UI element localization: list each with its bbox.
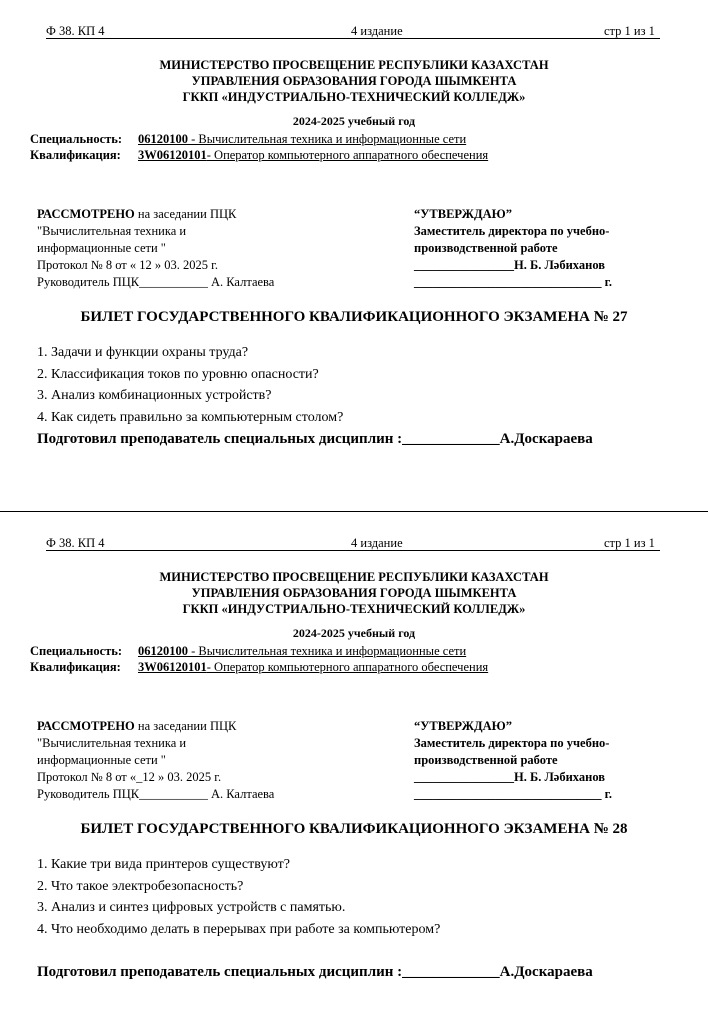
question-item: 3. Анализ и синтез цифровых устройств с памятью. xyxy=(37,900,346,915)
form-code: Ф 38. КП 4 xyxy=(46,24,105,38)
ministry-line: МИНИСТЕРСТВО ПРОСВЕЩЕНИЕ РЕСПУБЛИКИ КАЗАХСТАН xyxy=(159,570,549,584)
qualification-desc: - Оператор компьютерного аппаратного обеспечения xyxy=(206,148,489,162)
specialty-block xyxy=(30,131,488,163)
approve-title: “УТВЕРЖДАЮ” xyxy=(414,207,512,221)
approve-line: производственной работе xyxy=(414,753,558,767)
review-line: "Вычислительная техника и xyxy=(37,736,187,750)
ticket-title: БИЛЕТ ГОСУДАРСТВЕННОГО КВАЛИФИКАЦИОННОГО ЭКЗАМЕНА № 28 xyxy=(80,821,628,837)
question-item: 2. Что такое электробезопасность? xyxy=(37,878,244,894)
review-line: информационные сети " xyxy=(37,753,166,767)
specialty-label: Специальность: xyxy=(30,644,123,658)
specialty-desc: - Вычислительная техника и информационные сети xyxy=(188,644,467,658)
specialty-block xyxy=(30,643,488,675)
qualification-desc: - Оператор компьютерного аппаратного обеспечения xyxy=(206,660,489,674)
question-list xyxy=(37,342,343,428)
header-rule xyxy=(46,550,660,551)
approve-title: “УТВЕРЖДАЮ” xyxy=(414,719,512,733)
ministry-line: МИНИСТЕРСТВО ПРОСВЕЩЕНИЕ РЕСПУБЛИКИ КАЗАХСТАН xyxy=(159,58,549,72)
qualification-row xyxy=(30,147,488,163)
review-block xyxy=(37,718,274,803)
approve-line: Заместитель директора по учебно- xyxy=(414,736,610,750)
specialty-code: 06120100 xyxy=(138,644,188,658)
review-block xyxy=(37,206,274,291)
approve-line: производственной работе xyxy=(414,241,558,255)
approve-block xyxy=(414,718,612,803)
question-item: 4. Что необходимо делать в перерывах при работе за компьютером? xyxy=(37,921,441,937)
form-code: Ф 38. КП 4 xyxy=(46,536,105,550)
edition: 4 издание xyxy=(351,24,403,38)
question-list xyxy=(37,854,440,940)
academic-year: 2024-2025 учебный год xyxy=(292,626,416,640)
review-line: "Вычислительная техника и xyxy=(37,224,187,238)
question-item: 1. Какие три вида принтеров существуют? xyxy=(37,857,290,872)
department-line: УПРАВЛЕНИЯ ОБРАЗОВАНИЯ ГОРОДА ШЫМКЕНТА xyxy=(191,586,517,600)
protocol-line: Протокол № 8 от «_12 » 03. 2025 г. xyxy=(37,770,222,784)
college-line: ГККП «ИНДУСТРИАЛЬНО-ТЕХНИЧЕСКИЙ КОЛЛЕДЖ» xyxy=(182,90,526,104)
date-line: ______________________________ г. xyxy=(414,275,613,289)
specialty-code: 06120100 xyxy=(138,132,188,146)
review-title-rest: на заседании ПЦК xyxy=(134,719,237,733)
specialty-label: Специальность: xyxy=(30,132,123,146)
qualification-code: 3W06120101 xyxy=(138,660,207,674)
qualification-row xyxy=(30,659,488,675)
specialty-desc: - Вычислительная техника и информационные сети xyxy=(188,132,467,146)
college-line: ГККП «ИНДУСТРИАЛЬНО-ТЕХНИЧЕСКИЙ КОЛЛЕДЖ» xyxy=(182,602,526,616)
head-signature-line: Руководитель ПЦК___________ А. Калтаева xyxy=(37,275,275,289)
academic-year: 2024-2025 учебный год xyxy=(292,114,416,128)
director-signature-line: ________________Н. Б. Лəбиханов xyxy=(414,258,606,272)
approve-block xyxy=(414,206,612,291)
ministry-block xyxy=(0,57,708,105)
specialty-row xyxy=(30,131,488,147)
date-line: ______________________________ г. xyxy=(414,787,613,801)
header-rule xyxy=(46,38,660,39)
prepared-by: Подготовил преподаватель специальных дисциплин :_____________А.Доскараева xyxy=(37,964,593,980)
review-title: РАССМОТРЕНО xyxy=(37,207,135,221)
page-number: стр 1 из 1 xyxy=(604,24,655,38)
specialty-row xyxy=(30,643,488,659)
ticket-title: БИЛЕТ ГОСУДАРСТВЕННОГО КВАЛИФИКАЦИОННОГО ЭКЗАМЕНА № 27 xyxy=(80,309,628,325)
review-title-rest: на заседании ПЦК xyxy=(134,207,237,221)
ministry-block xyxy=(0,569,708,617)
qualification-label: Квалификация: xyxy=(30,660,121,674)
qualification-code: 3W06120101 xyxy=(138,148,207,162)
question-item: 1. Задачи и функции охраны труда? xyxy=(37,345,249,360)
edition: 4 издание xyxy=(351,536,403,550)
ticket-28 xyxy=(0,512,708,1024)
approve-line: Заместитель директора по учебно- xyxy=(414,224,610,238)
question-item: 4. Как сидеть правильно за компьютерным столом? xyxy=(37,409,344,425)
qualification-label: Квалификация: xyxy=(30,148,121,162)
question-item: 3. Анализ комбинационных устройств? xyxy=(37,388,272,403)
review-line: информационные сети " xyxy=(37,241,166,255)
question-item: 2. Классификация токов по уровню опасности? xyxy=(37,366,319,382)
head-signature-line: Руководитель ПЦК___________ А. Калтаева xyxy=(37,787,275,801)
director-signature-line: ________________Н. Б. Лəбиханов xyxy=(414,770,606,784)
prepared-by: Подготовил преподаватель специальных дисциплин :_____________А.Доскараева xyxy=(37,431,593,447)
page-number: стр 1 из 1 xyxy=(604,536,655,550)
department-line: УПРАВЛЕНИЯ ОБРАЗОВАНИЯ ГОРОДА ШЫМКЕНТА xyxy=(191,74,517,88)
review-title: РАССМОТРЕНО xyxy=(37,719,135,733)
protocol-line: Протокол № 8 от « 12 » 03. 2025 г. xyxy=(37,258,218,272)
